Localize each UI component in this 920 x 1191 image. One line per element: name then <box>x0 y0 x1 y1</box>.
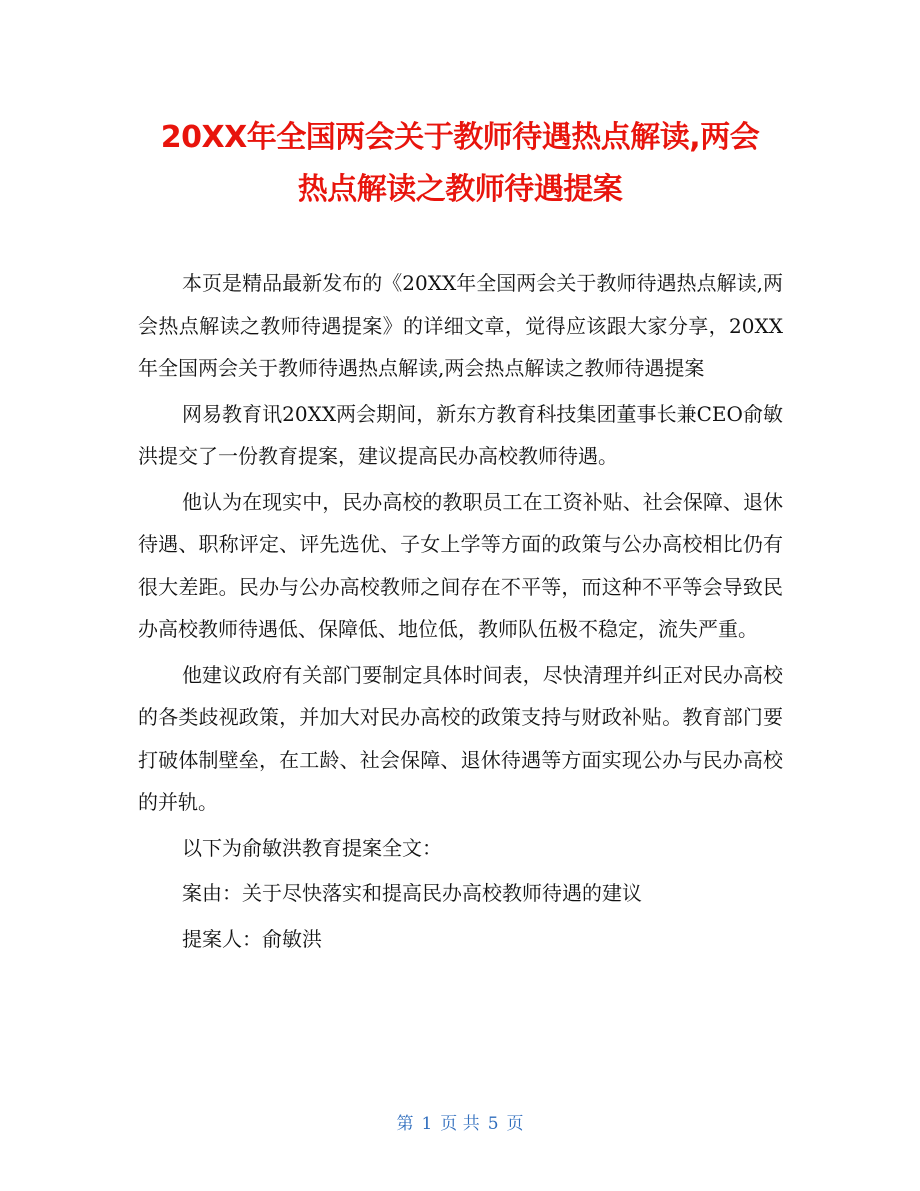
document-body <box>138 262 783 963</box>
paragraph-proposer: 提案人：俞敏洪 <box>182 926 322 951</box>
paragraph-opinion: 他认为在现实中，民办高校的教职员工在工资补贴、社会保障、退休待遇、职称评定、评先选优、子女上学等方面的政策与公办高校相比仍有很大差距。民办与公办高校教师之间存在不平等，而这种不平等会导致民办高校教师待遇低、保障低、地位低，教师队伍极不稳定，流失严重。 <box>138 489 783 641</box>
paragraph-suggestion: 他建议政府有关部门要制定具体时间表，尽快清理并纠正对民办高校的各类歧视政策，并加大对民办高校的政策支持与财政补贴。教育部门要打破体制壁垒，在工龄、社会保障、退休待遇等方面实现公办与民办高校的并轨。 <box>138 662 783 814</box>
paragraph-news: 网易教育讯20XX两会期间，新东方教育科技集团董事长兼CEO俞敏洪提交了一份教育提案，建议提高民办高校教师待遇。 <box>138 401 783 468</box>
paragraph-intro: 本页是精品最新发布的《20XX年全国两会关于教师待遇热点解读,两会热点解读之教师待遇提案》的详细文章，觉得应该跟大家分享，20XX年全国两会关于教师待遇热点解读,两会热点解读之教师待遇提案 <box>138 271 783 380</box>
footer-suffix: 页 <box>506 1114 524 1134</box>
page-footer <box>0 1112 920 1136</box>
footer-page-number: 1 <box>421 1114 433 1134</box>
footer-middle: 页 共 <box>440 1114 480 1134</box>
footer-total-pages: 5 <box>487 1114 499 1134</box>
title-line-2: 热点解读之教师待遇提案 <box>297 172 623 207</box>
title-line-1: 20XX年全国两会关于教师待遇热点解读,两会 <box>160 120 760 155</box>
paragraph-case-reason: 案由：关于尽快落实和提高民办高校教师待遇的建议 <box>182 881 642 905</box>
footer-prefix: 第 <box>396 1114 414 1134</box>
document-title <box>130 112 790 216</box>
paragraph-fulltext-intro: 以下为俞敏洪教育提案全文： <box>182 835 442 860</box>
